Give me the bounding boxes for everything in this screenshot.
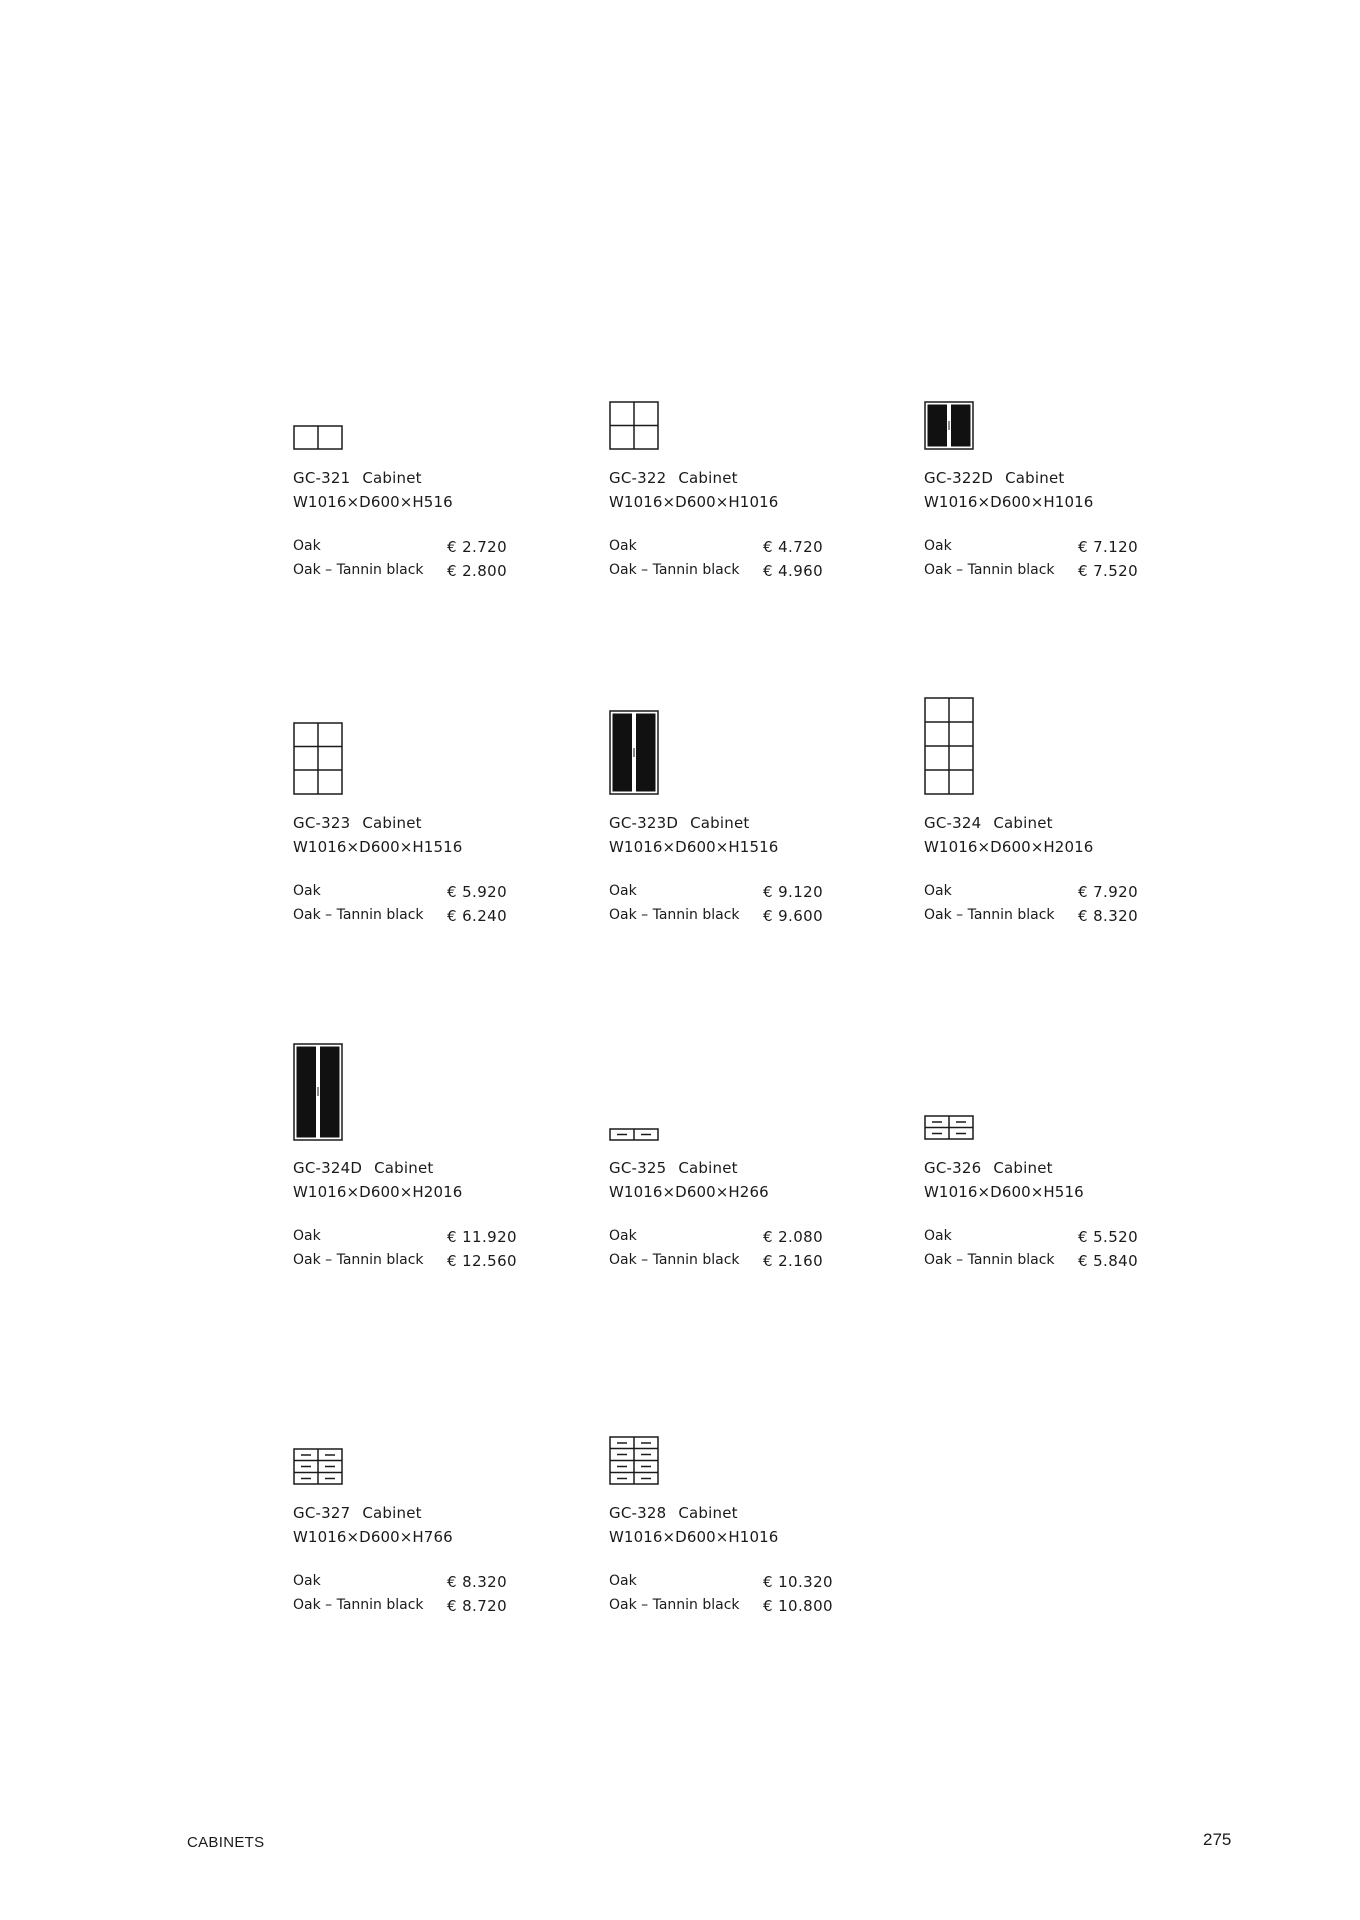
product-code: GC-324 bbox=[924, 814, 982, 832]
page-number: 275 bbox=[1203, 1830, 1232, 1849]
product-name: Cabinet bbox=[993, 814, 1053, 832]
price-value: € 2.720 bbox=[447, 538, 508, 556]
price-value: € 9.600 bbox=[763, 907, 824, 925]
product-name: Cabinet bbox=[690, 814, 750, 832]
product-name: Cabinet bbox=[374, 1159, 434, 1177]
cabinet-2-door-tall-icon bbox=[609, 710, 659, 795]
price-value: € 7.920 bbox=[1078, 883, 1139, 901]
finish-label: Oak bbox=[609, 883, 637, 899]
product-code: GC-323 bbox=[293, 814, 351, 832]
product-code: GC-322D bbox=[924, 469, 994, 487]
price-value: € 8.320 bbox=[447, 1573, 508, 1591]
finish-label: Oak – Tannin black bbox=[609, 1597, 740, 1613]
finish-label: Oak bbox=[293, 1573, 321, 1589]
price-value: € 12.560 bbox=[447, 1252, 517, 1270]
cabinet-8-drawer-icon bbox=[609, 1436, 659, 1485]
product-name: Cabinet bbox=[678, 1504, 738, 1522]
product-dimensions: W1016×D600×H1516 bbox=[609, 838, 779, 856]
product-dimensions: W1016×D600×H1016 bbox=[609, 493, 779, 511]
cabinet-8-open-icon bbox=[924, 697, 974, 795]
finish-label: Oak bbox=[924, 1228, 952, 1244]
product-name: Cabinet bbox=[362, 469, 422, 487]
product-name: Cabinet bbox=[678, 469, 738, 487]
product-code: GC-321 bbox=[293, 469, 351, 487]
price-value: € 7.520 bbox=[1078, 562, 1139, 580]
product-name: Cabinet bbox=[678, 1159, 738, 1177]
price-value: € 11.920 bbox=[447, 1228, 517, 1246]
price-value: € 5.840 bbox=[1078, 1252, 1139, 1270]
product-name: Cabinet bbox=[993, 1159, 1053, 1177]
price-value: € 2.080 bbox=[763, 1228, 824, 1246]
product-dimensions: W1016×D600×H516 bbox=[293, 493, 453, 511]
finish-label: Oak bbox=[609, 538, 637, 554]
finish-label: Oak bbox=[924, 883, 952, 899]
cabinet-2-door-icon bbox=[924, 401, 974, 450]
cabinet-2-drawer-icon bbox=[609, 1128, 659, 1141]
price-value: € 5.920 bbox=[447, 883, 508, 901]
finish-label: Oak bbox=[293, 538, 321, 554]
price-value: € 10.320 bbox=[763, 1573, 833, 1591]
cabinet-6-open-icon bbox=[293, 722, 343, 795]
price-value: € 6.240 bbox=[447, 907, 508, 925]
price-value: € 5.520 bbox=[1078, 1228, 1139, 1246]
product-name: Cabinet bbox=[362, 814, 422, 832]
price-value: € 2.800 bbox=[447, 562, 508, 580]
finish-label: Oak bbox=[924, 538, 952, 554]
product-dimensions: W1016×D600×H1016 bbox=[609, 1528, 779, 1546]
product-code: GC-327 bbox=[293, 1504, 351, 1522]
section-title: CABINETS bbox=[187, 1834, 265, 1851]
product-dimensions: W1016×D600×H766 bbox=[293, 1528, 453, 1546]
product-dimensions: W1016×D600×H2016 bbox=[924, 838, 1094, 856]
product-code: GC-322 bbox=[609, 469, 667, 487]
finish-label: Oak – Tannin black bbox=[924, 1252, 1055, 1268]
finish-label: Oak – Tannin black bbox=[293, 1597, 424, 1613]
product-code: GC-328 bbox=[609, 1504, 667, 1522]
cabinet-6-drawer-icon bbox=[293, 1448, 343, 1485]
cabinet-4-open-icon bbox=[609, 401, 659, 450]
finish-label: Oak – Tannin black bbox=[609, 1252, 740, 1268]
finish-label: Oak – Tannin black bbox=[924, 907, 1055, 923]
price-value: € 4.960 bbox=[763, 562, 824, 580]
product-dimensions: W1016×D600×H266 bbox=[609, 1183, 769, 1201]
price-value: € 10.800 bbox=[763, 1597, 833, 1615]
finish-label: Oak bbox=[293, 883, 321, 899]
finish-label: Oak bbox=[609, 1228, 637, 1244]
product-code: GC-324D bbox=[293, 1159, 363, 1177]
cabinet-2-door-xtall-icon bbox=[293, 1043, 343, 1141]
finish-label: Oak – Tannin black bbox=[293, 907, 424, 923]
finish-label: Oak bbox=[609, 1573, 637, 1589]
price-value: € 9.120 bbox=[763, 883, 824, 901]
price-value: € 8.720 bbox=[447, 1597, 508, 1615]
product-code: GC-325 bbox=[609, 1159, 667, 1177]
product-code: GC-323D bbox=[609, 814, 679, 832]
finish-label: Oak bbox=[293, 1228, 321, 1244]
cabinet-4-drawer-icon bbox=[924, 1115, 974, 1140]
price-value: € 7.120 bbox=[1078, 538, 1139, 556]
price-value: € 8.320 bbox=[1078, 907, 1139, 925]
finish-label: Oak – Tannin black bbox=[609, 907, 740, 923]
finish-label: Oak – Tannin black bbox=[924, 562, 1055, 578]
product-name: Cabinet bbox=[1005, 469, 1065, 487]
product-dimensions: W1016×D600×H516 bbox=[924, 1183, 1084, 1201]
price-value: € 2.160 bbox=[763, 1252, 824, 1270]
cabinet-2-open-icon bbox=[293, 425, 343, 450]
product-dimensions: W1016×D600×H2016 bbox=[293, 1183, 463, 1201]
finish-label: Oak – Tannin black bbox=[293, 1252, 424, 1268]
finish-label: Oak – Tannin black bbox=[293, 562, 424, 578]
price-value: € 4.720 bbox=[763, 538, 824, 556]
product-name: Cabinet bbox=[362, 1504, 422, 1522]
product-code: GC-326 bbox=[924, 1159, 982, 1177]
product-dimensions: W1016×D600×H1016 bbox=[924, 493, 1094, 511]
finish-label: Oak – Tannin black bbox=[609, 562, 740, 578]
product-dimensions: W1016×D600×H1516 bbox=[293, 838, 463, 856]
